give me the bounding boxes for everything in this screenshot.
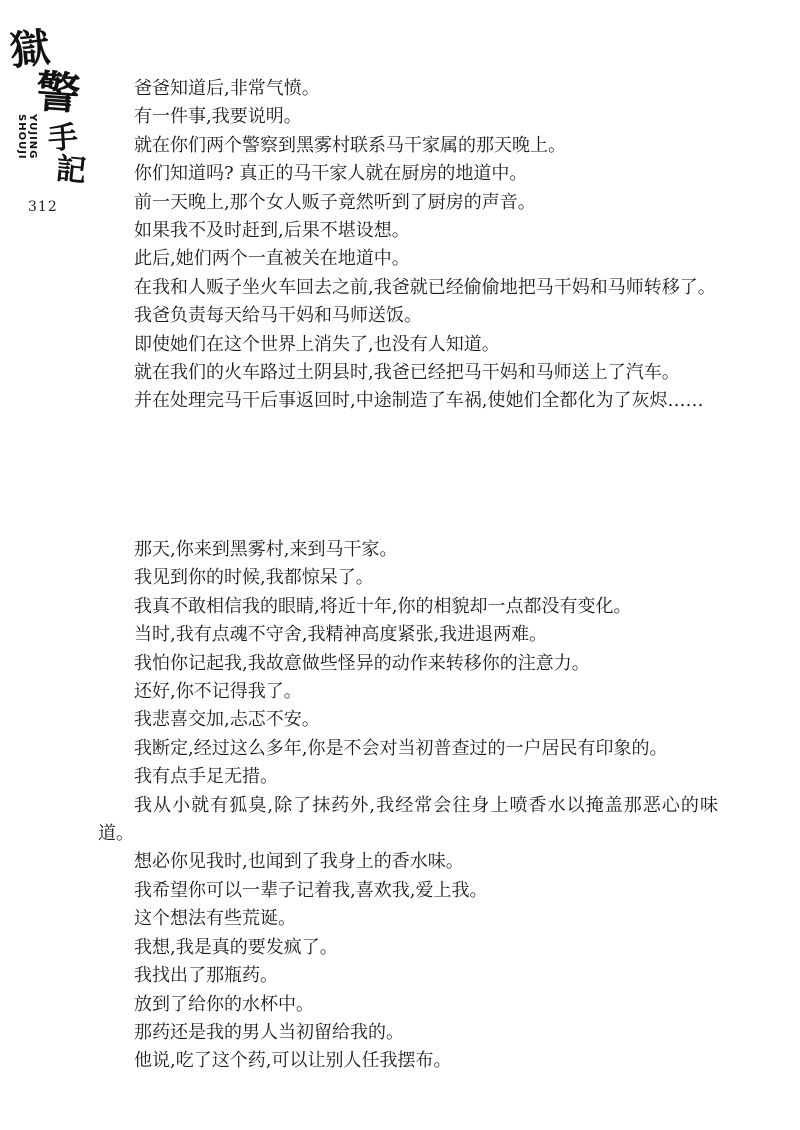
- paragraph: 想必你见我时,也闻到了我身上的香水味。: [134, 851, 464, 873]
- paragraph: 我怕你记起我,我故意做些怪异的动作来转移你的注意力。: [134, 652, 590, 674]
- paragraph: 我找出了那瓶药。: [134, 965, 278, 987]
- paragraph: 前一天晚上,那个女人贩子竟然听到了厨房的声音。: [134, 191, 536, 213]
- paragraph: 并在处理完马干后事返回时,中途制造了车祸,使她们全都化为了灰烬……: [134, 390, 704, 412]
- paragraph: 那天,你来到黑雾村,来到马干家。: [134, 539, 398, 560]
- text-section-1: [98, 75, 718, 416]
- paragraph: 你们知道吗? 真正的马干家人就在厨房的地道中。: [134, 163, 528, 185]
- paragraph: 如果我不及时赶到,后果不堪设想。: [134, 220, 410, 242]
- logo-char-4: 記: [54, 151, 88, 190]
- paragraph: 放到了给你的水杯中。: [134, 993, 314, 1015]
- logo-char-3: 手: [46, 119, 80, 158]
- paragraph: 我想,我是真的要发疯了。: [134, 936, 338, 958]
- paragraph: 我从小就有狐臭,除了抹药外,我经常会往身上喷香水以掩盖那恶心的味道。: [98, 794, 718, 845]
- paragraph: 那药还是我的男人当初留给我的。: [134, 1021, 404, 1043]
- paragraph: 我希望你可以一辈子记着我,喜欢我,爱上我。: [134, 879, 488, 901]
- paragraph: 我真不敢相信我的眼睛,将近十年,你的相貌却一点都没有变化。: [134, 595, 632, 617]
- paragraph: 他说,吃了这个药,可以让别人任我摆布。: [134, 1050, 452, 1072]
- paragraph: 在我和人贩子坐火车回去之前,我爸就已经偷偷地把马干妈和马师转移了。: [134, 276, 716, 298]
- paragraph: 我见到你的时候,我都惊呆了。: [134, 567, 374, 589]
- logo-char-1: 獄: [7, 25, 53, 75]
- paragraph: 这个想法有些荒诞。: [134, 908, 296, 930]
- paragraph: 即使她们在这个世界上消失了,也没有人知道。: [134, 333, 500, 355]
- paragraph: 就在你们两个警察到黑雾村联系马干家属的那天晚上。: [134, 134, 566, 156]
- book-title-logo: [7, 25, 94, 190]
- paragraph: 我断定,经过这么多年,你是不会对当初普查过的一户居民有印象的。: [134, 737, 668, 759]
- paragraph: 我爸负责每天给马干妈和马师送饭。: [134, 305, 422, 327]
- logo-char-2: 警: [34, 66, 82, 121]
- paragraph: 有一件事,我要说明。: [134, 106, 302, 128]
- logo-romanization: YUJING SHOUJI: [16, 114, 38, 160]
- paragraph: 还好,你不记得我了。: [134, 681, 302, 703]
- paragraph: 我有点手足无措。: [134, 766, 278, 788]
- paragraph: 我悲喜交加,忐忑不安。: [134, 709, 320, 731]
- text-section-2: [98, 536, 718, 1076]
- paragraph: 就在我们的火车路过土阴县时,我爸已经把马干妈和马师送上了汽车。: [134, 362, 680, 384]
- paragraph: 此后,她们两个一直被关在地道中。: [134, 248, 410, 270]
- paragraph: 爸爸知道后,非常气愤。: [134, 78, 320, 99]
- page-number: 312: [28, 199, 58, 215]
- paragraph: 当时,我有点魂不守舍,我精神高度紧张,我进退两难。: [134, 624, 548, 646]
